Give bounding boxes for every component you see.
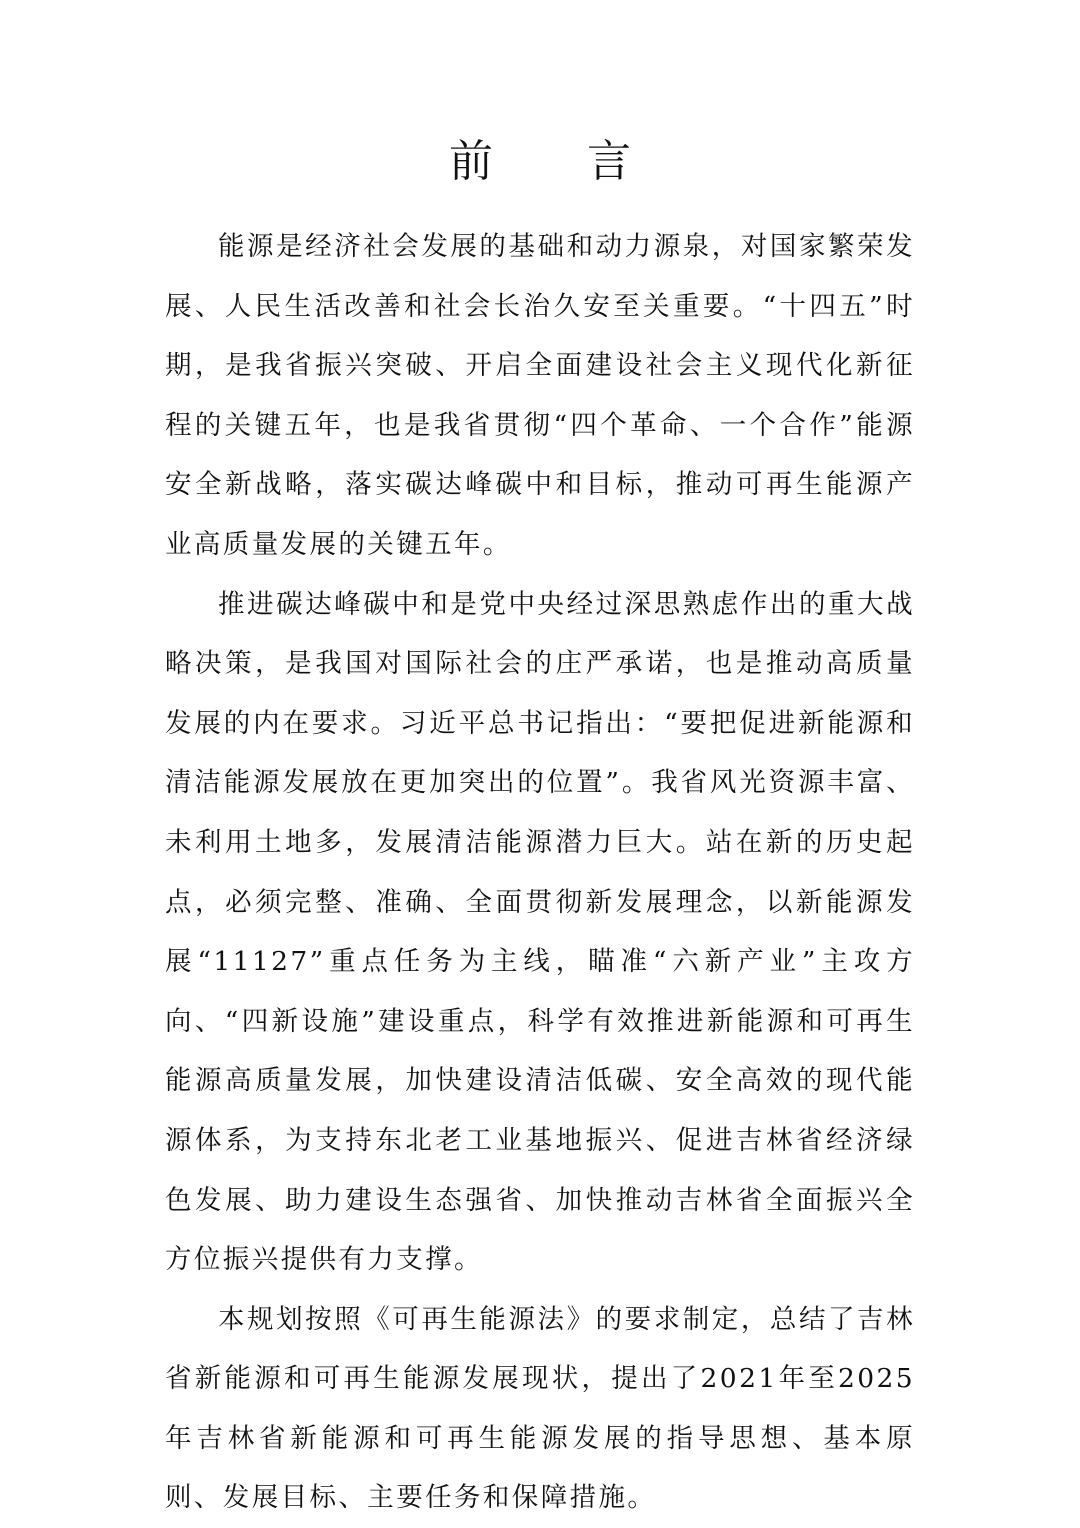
- paragraph-intro: 能源是经济社会发展的基础和动力源泉，对国家繁荣发展、人民生活改善和社会长治久安至关重要。“十四五”时期，是我省振兴突破、开启全面建设社会主义现代化新征程的关键五年，也是我省贯彻“四个革命、一个合作”能源安全新战略，落实碳达峰碳中和目标，推动可再生能源产业高质量发展的关键五年。: [165, 231, 915, 560]
- document-body: [165, 217, 915, 1528]
- paragraph-carbon-goals: 推进碳达峰碳中和是党中央经过深思熟虑作出的重大战略决策，是我国对国际社会的庄严承诺，也是推动高质量发展的内在要求。习近平总书记指出：“要把促进新能源和清洁能源发展放在更加突出的位置”。我省风光资源丰富、未利用土地多，发展清洁能源潜力巨大。站在新的历史起点，必须完整、准确、全面贯彻新发展理念，以新能源发展“11127”重点任务为主线，瞄准“六新产业”主攻方向、“四新设施”建设重点，科学有效推进新能源和可再生能源高质量发展，加快建设清洁低碳、安全高效的现代能源体系，为支持东北老工业基地振兴、促进吉林省经济绿色发展、助力建设生态强省、加快推动吉林省全面振兴全方位振兴提供有力支撑。: [165, 588, 915, 1276]
- page-title: 前 言: [449, 136, 671, 187]
- paragraph-plan-summary: 本规划按照《可再生能源法》的要求制定，总结了吉林省新能源和可再生能源发展现状，提出了2021年至2025年吉林省新能源和可再生能源发展的指导思想、基本原则、发展目标、主要任务和保障措施。: [165, 1303, 915, 1514]
